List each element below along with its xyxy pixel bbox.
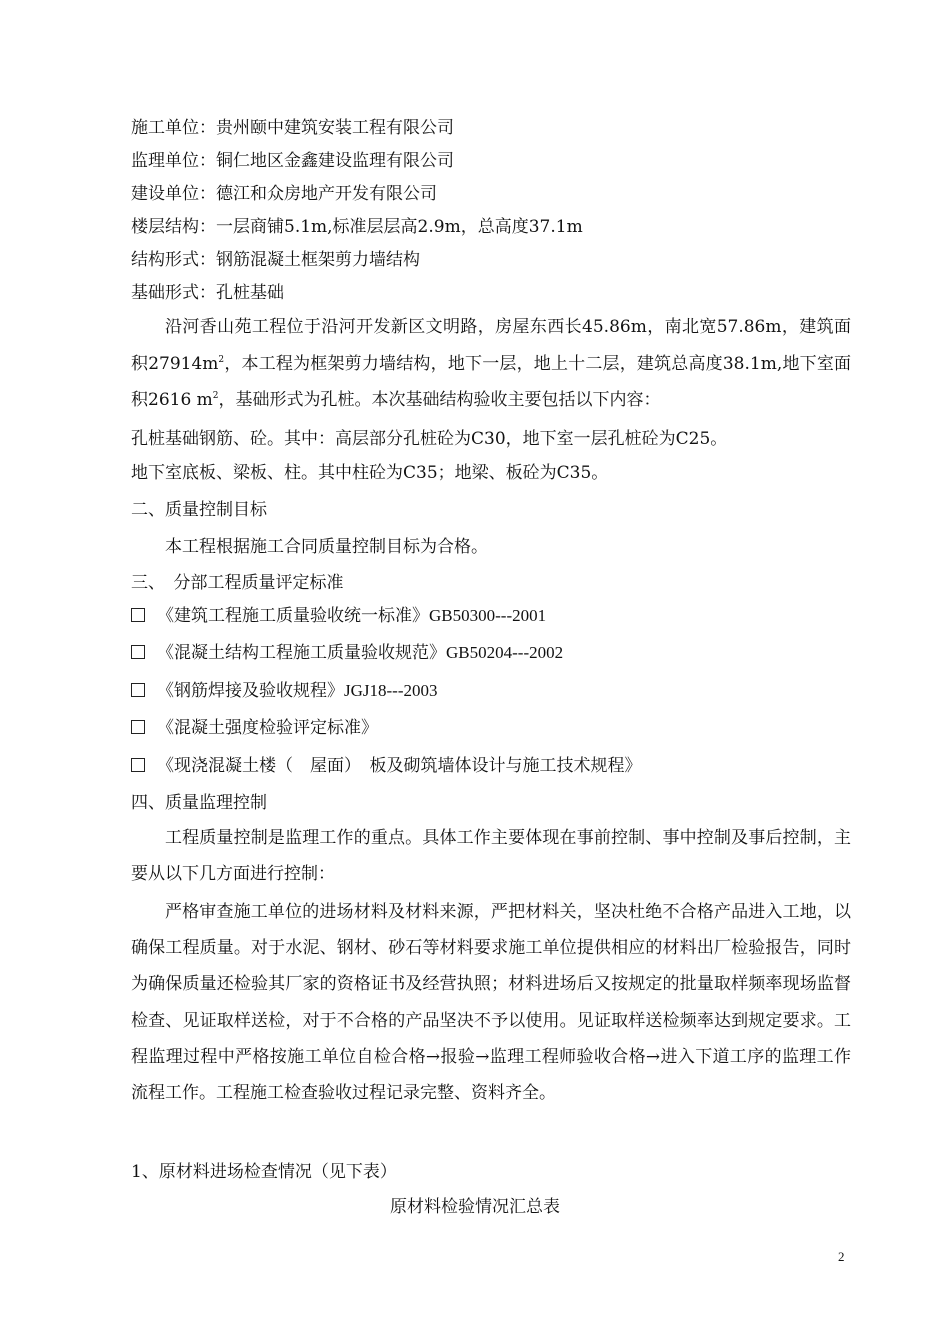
standard-title: 《建筑工程施工质量验收统一标准》 [157,606,429,626]
section3-heading: 三、 分部工程质量评定标准 [131,573,344,593]
standard-ref-5 [131,756,642,776]
supervisor-line: 监理单位：铜仁地区金鑫建设监理有限公司 [131,151,454,171]
section4-paragraph-1: 工程质量控制是监理工作的重点。具体工作主要体现在事前控制、事中控制及事后控制，主要从以下几方面进行控制： [131,828,851,884]
section2-text: 本工程根据施工合同质量控制目标为合格。 [165,537,488,557]
table-caption: 原材料检验情况汇总表 [390,1197,560,1217]
checkbox-icon [131,758,145,772]
standard-ref-4 [131,718,378,738]
standard-title: 《混凝土强度检验评定标准》 [157,718,378,738]
basement-area-superscript: 2 [212,391,219,401]
checkbox-icon [131,608,145,622]
section2-heading: 二、质量控制目标 [131,500,267,520]
standard-ref-1 [131,606,546,626]
standard-code: GB50204---2002 [446,643,564,662]
floors-line: 楼层结构：一层商铺5.1m,标准层层高2.9m，总高度37.1m [131,217,583,237]
scope-item-piles: 孔桩基础钢筋、砼。其中：高层部分孔桩砼为C30，地下室一层孔桩砼为C25。 [131,429,728,449]
checkbox-icon [131,720,145,734]
standard-code: JGJ18---2003 [344,681,438,700]
overview-part1: 沿河香山苑工程位于沿河开发新区文明路，房屋东西长45.86m，南北宽57.86m，建筑面积27914m [131,317,851,374]
overview-part2: ，本工程为框架剪力墙结构，地下一层，地上十二层，建筑总高度38.1m,地下室面积2616 m [131,353,852,410]
standard-title: 《混凝土结构工程施工质量验收规范》 [157,643,446,663]
checkbox-icon [131,645,145,659]
scope-item-basement: 地下室底板、梁板、柱。其中柱砼为C35；地梁、板砼为C35。 [131,463,609,483]
standard-ref-2 [131,643,563,663]
section4-paragraph-2: 严格审查施工单位的进场材料及材料来源，严把材料关，坚决杜绝不合格产品进入工地，以确保工程质量。对于水泥、钢材、砂石等材料要求施工单位提供相应的材料出厂检验报告，同时为确保质量还检验其厂家的资格证书及经营执照；材料进场后又按规定的批量取样频率现场监督检查、见证取样送检，对于不合格的产品坚决不予以使用。见证取样送检频率达到规定要求。工程监理过程中严格按施工单位自检合格→报验→监理工程师验收合格→进入下道工序的监理工作流程工作。工程施工检查验收过程记录完整、资料齐全。 [131,902,851,1104]
standard-title: 《钢筋焊接及验收规程》 [157,681,344,701]
overview-paragraph [131,309,851,419]
standard-title: 《现浇混凝土楼（ 屋面） 板及砌筑墙体设计与施工技术规程》 [157,756,642,776]
checkbox-icon [131,683,145,697]
subsection-raw-materials: 1、原材料进场检查情况（见下表） [131,1162,397,1182]
contractor-line: 施工单位：贵州颐中建筑安装工程有限公司 [131,118,454,138]
standard-ref-3 [131,681,438,701]
page-number: 2 [838,1249,845,1264]
standard-code: GB50300---2001 [429,606,547,625]
section4-heading: 四、质量监理控制 [131,793,267,813]
area-superscript: 2 [218,354,225,365]
owner-line: 建设单位：德江和众房地产开发有限公司 [131,184,437,204]
foundation-line: 基础形式：孔桩基础 [131,283,284,303]
overview-part3: ，基础形式为孔桩。本次基础结构验收主要包括以下内容： [218,390,661,410]
structure-line: 结构形式：钢筋混凝土框架剪力墙结构 [131,250,420,270]
